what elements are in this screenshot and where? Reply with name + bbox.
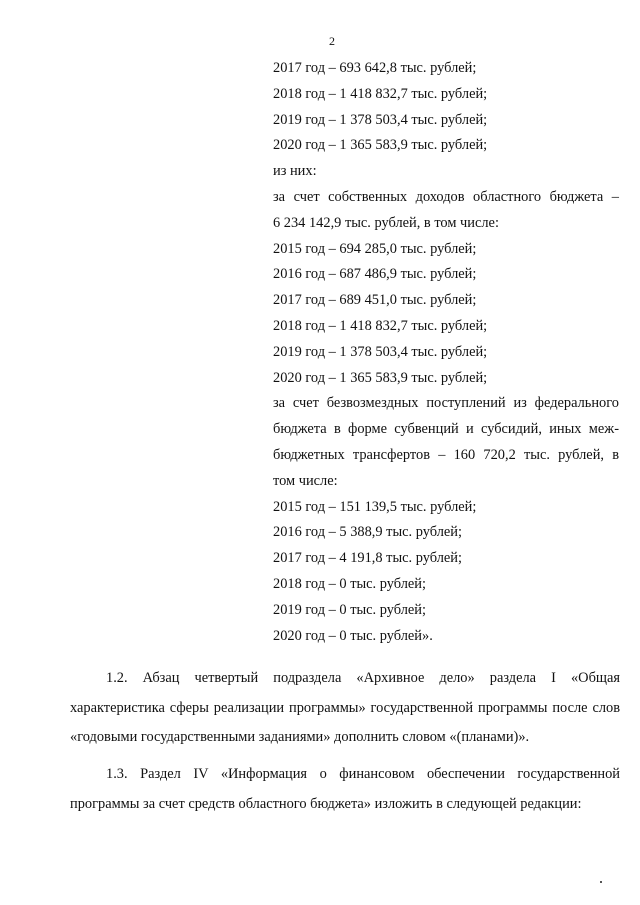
funding-line: 2018 год – 1 418 832,7 тыс. рублей; bbox=[273, 85, 488, 102]
funding-line: 6 234 142,9 тыс. рублей, в том числе: bbox=[273, 214, 499, 231]
funding-list bbox=[273, 56, 619, 649]
paragraph-1-3: 1.3. Раздел IV «Информация о финансовом обеспечении государственной программы за счет средств областного бюджета» изложить в следующей редакции: bbox=[70, 766, 620, 812]
funding-line: бюджетных трансфертов – 160 720,2 тыс. рублей, в bbox=[273, 446, 619, 463]
paragraph-1-2: 1.2. Абзац четвертый подраздела «Архивное дело» раздела I «Общая характеристика сферы реализации программы» государственной программы после слов «годовыми государственными заданиями» дополнить словом «(планами)». bbox=[70, 670, 620, 745]
funding-line: 2015 год – 694 285,0 тыс. рублей; bbox=[273, 240, 477, 257]
funding-line: за счет собственных доходов областного бюджета – bbox=[273, 188, 619, 205]
funding-line: 2017 год – 4 191,8 тыс. рублей; bbox=[273, 550, 462, 567]
funding-line: 2020 год – 1 365 583,9 тыс. рублей; bbox=[273, 137, 488, 154]
page-number: 2 bbox=[329, 34, 335, 48]
funding-line: 2016 год – 687 486,9 тыс. рублей; bbox=[273, 266, 477, 283]
funding-line: 2020 год – 1 365 583,9 тыс. рублей; bbox=[273, 369, 488, 386]
funding-line: 2016 год – 5 388,9 тыс. рублей; bbox=[273, 524, 462, 541]
funding-line: 2017 год – 689 451,0 тыс. рублей; bbox=[273, 292, 477, 309]
funding-line: из них: bbox=[273, 163, 317, 180]
funding-line: за счет безвозмездных поступлений из федерального bbox=[273, 395, 619, 412]
funding-line: 2019 год – 1 378 503,4 тыс. рублей; bbox=[273, 343, 488, 360]
funding-line: том числе: bbox=[273, 472, 338, 489]
funding-line: 2017 год – 693 642,8 тыс. рублей; bbox=[273, 60, 477, 76]
funding-line: 2019 год – 1 378 503,4 тыс. рублей; bbox=[273, 111, 488, 128]
funding-line: 2018 год – 1 418 832,7 тыс. рублей; bbox=[273, 317, 488, 334]
funding-line: 2015 год – 151 139,5 тыс. рублей; bbox=[273, 498, 477, 515]
funding-line: 2019 год – 0 тыс. рублей; bbox=[273, 601, 426, 618]
scan-speck bbox=[600, 881, 602, 883]
funding-line: 2020 год – 0 тыс. рублей». bbox=[273, 627, 433, 644]
funding-line: 2018 год – 0 тыс. рублей; bbox=[273, 575, 426, 592]
funding-line: бюджета в форме субвенций и субсидий, иных меж- bbox=[273, 421, 619, 438]
